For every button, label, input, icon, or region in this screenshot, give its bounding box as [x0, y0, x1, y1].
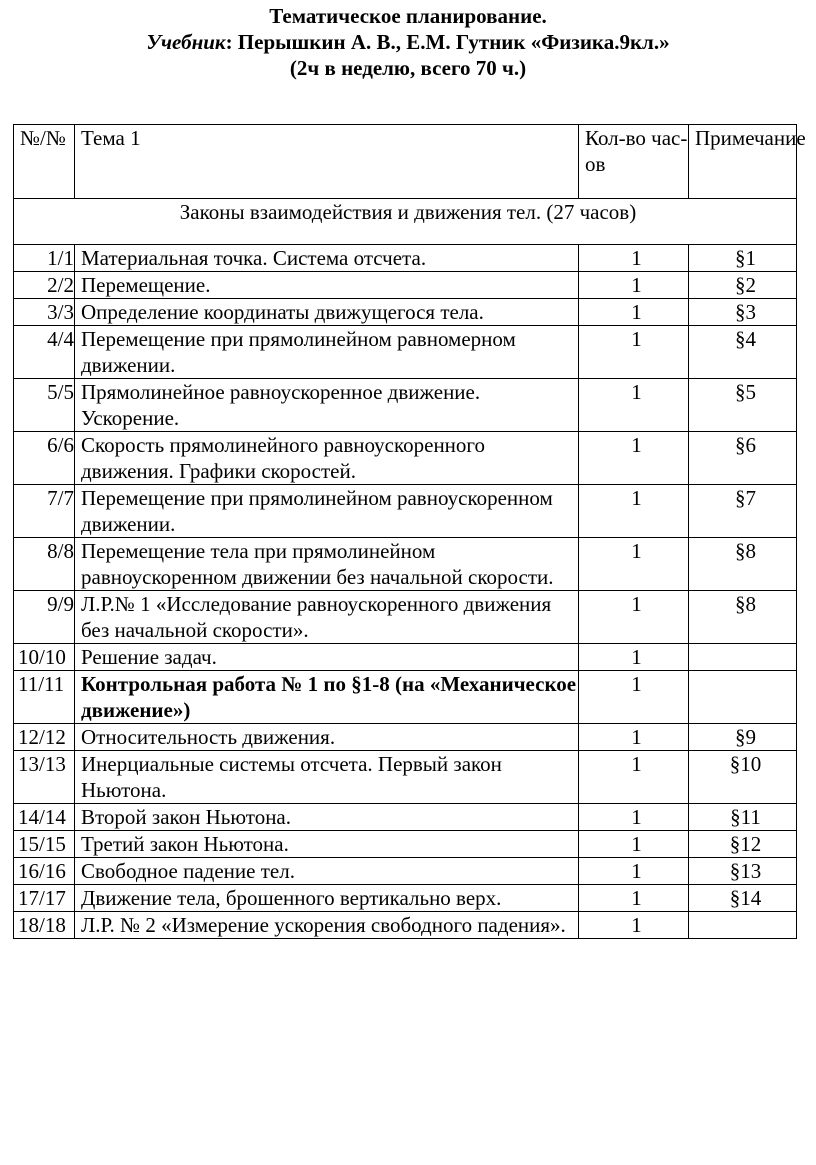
- row-topic: Скорость прямолинейного равноускоренного движения. Графики скоростей.: [75, 432, 579, 485]
- table-row: [14, 272, 797, 299]
- row-topic: Относительность движения.: [75, 724, 579, 751]
- row-hours: 1: [579, 644, 689, 671]
- row-note: §8: [689, 538, 797, 591]
- row-note: §12: [689, 831, 797, 858]
- row-number: 3/3: [14, 299, 75, 326]
- row-note: §7: [689, 485, 797, 538]
- document-header: [0, 3, 816, 81]
- row-note: §3: [689, 299, 797, 326]
- row-number: 5/5: [14, 379, 75, 432]
- row-hours: 1: [579, 432, 689, 485]
- row-topic: Решение задач.: [75, 644, 579, 671]
- table-row: [14, 326, 797, 379]
- row-topic: Свободное падение тел.: [75, 858, 579, 885]
- row-topic: Л.Р. № 2 «Измерение ускорения свободного падения».: [75, 912, 579, 939]
- table-row: [14, 671, 797, 724]
- textbook-line: [0, 29, 816, 55]
- row-topic: Перемещение.: [75, 272, 579, 299]
- row-number: 14/14: [14, 804, 75, 831]
- column-header-hours: Кол-во час-ов: [579, 125, 689, 199]
- row-note: §6: [689, 432, 797, 485]
- table-row: [14, 379, 797, 432]
- row-number: 11/11: [14, 671, 75, 724]
- row-topic: Второй закон Ньютона.: [75, 804, 579, 831]
- row-number: 9/9: [14, 591, 75, 644]
- row-hours: 1: [579, 485, 689, 538]
- row-number: 6/6: [14, 432, 75, 485]
- row-note: §2: [689, 272, 797, 299]
- table-row: [14, 858, 797, 885]
- row-note: §1: [689, 245, 797, 272]
- row-number: 16/16: [14, 858, 75, 885]
- row-note: §10: [689, 751, 797, 804]
- row-topic: Перемещение при прямолинейном равноускоренном движении.: [75, 485, 579, 538]
- row-number: 12/12: [14, 724, 75, 751]
- row-note: [689, 912, 797, 939]
- table-row: [14, 485, 797, 538]
- row-note: §9: [689, 724, 797, 751]
- row-note: §4: [689, 326, 797, 379]
- row-hours: 1: [579, 912, 689, 939]
- table-row: [14, 538, 797, 591]
- row-hours: 1: [579, 272, 689, 299]
- column-header-note: Примечание: [689, 125, 797, 199]
- table-row: [14, 912, 797, 939]
- row-topic: Прямолинейное равноускоренное движение. Ускорение.: [75, 379, 579, 432]
- row-hours: 1: [579, 858, 689, 885]
- table-row: [14, 751, 797, 804]
- row-note: §5: [689, 379, 797, 432]
- row-topic: Контрольная работа № 1 по §1-8 (на «Механическое движение»): [75, 671, 579, 724]
- row-note: §14: [689, 885, 797, 912]
- row-number: 10/10: [14, 644, 75, 671]
- row-hours: 1: [579, 538, 689, 591]
- row-note: [689, 671, 797, 724]
- row-topic: Перемещение при прямолинейном равномерном движении.: [75, 326, 579, 379]
- row-number: 17/17: [14, 885, 75, 912]
- table-header-row: [14, 125, 797, 199]
- row-note: §13: [689, 858, 797, 885]
- section-title: Законы взаимодействия и движения тел. (27 часов): [14, 199, 797, 245]
- row-note: [689, 644, 797, 671]
- planning-table: [13, 124, 806, 939]
- row-hours: 1: [579, 724, 689, 751]
- row-topic: Третий закон Ньютона.: [75, 831, 579, 858]
- row-note: §11: [689, 804, 797, 831]
- section-row: [14, 199, 797, 245]
- table-row: [14, 885, 797, 912]
- table-row: [14, 432, 797, 485]
- row-hours: 1: [579, 299, 689, 326]
- row-hours: 1: [579, 591, 689, 644]
- row-topic: Инерциальные системы отсчета. Первый закон Ньютона.: [75, 751, 579, 804]
- column-header-topic: Тема 1: [75, 125, 579, 199]
- row-number: 1/1: [14, 245, 75, 272]
- row-number: 13/13: [14, 751, 75, 804]
- row-number: 4/4: [14, 326, 75, 379]
- table-row: [14, 804, 797, 831]
- row-hours: 1: [579, 245, 689, 272]
- table-row: [14, 591, 797, 644]
- row-topic: Движение тела, брошенного вертикально верх.: [75, 885, 579, 912]
- row-number: 15/15: [14, 831, 75, 858]
- row-hours: 1: [579, 326, 689, 379]
- document-title: Тематическое планирование.: [269, 4, 547, 28]
- row-number: 18/18: [14, 912, 75, 939]
- row-topic: Перемещение тела при прямолинейном равноускоренном движении без начальной скорости.: [75, 538, 579, 591]
- row-hours: 1: [579, 885, 689, 912]
- textbook-label: Учебник: [146, 30, 226, 54]
- table-row: [14, 299, 797, 326]
- row-hours: 1: [579, 671, 689, 724]
- row-number: 2/2: [14, 272, 75, 299]
- row-topic: Определение координаты движущегося тела.: [75, 299, 579, 326]
- row-number: 8/8: [14, 538, 75, 591]
- table-row: [14, 831, 797, 858]
- row-hours: 1: [579, 804, 689, 831]
- row-note: §8: [689, 591, 797, 644]
- hours-summary: (2ч в неделю, всего 70 ч.): [289, 56, 527, 80]
- textbook-text: : Перышкин А. В., Е.М. Гутник «Физика.9кл.»: [225, 30, 670, 54]
- row-number: 7/7: [14, 485, 75, 538]
- row-topic: Л.Р.№ 1 «Исследование равноускоренного движения без начальной скорости».: [75, 591, 579, 644]
- table-row: [14, 724, 797, 751]
- row-hours: 1: [579, 751, 689, 804]
- row-hours: 1: [579, 379, 689, 432]
- row-topic: Материальная точка. Система отсчета.: [75, 245, 579, 272]
- column-header-num: №/№: [14, 125, 75, 199]
- table-row: [14, 245, 797, 272]
- row-hours: 1: [579, 831, 689, 858]
- table-row: [14, 644, 797, 671]
